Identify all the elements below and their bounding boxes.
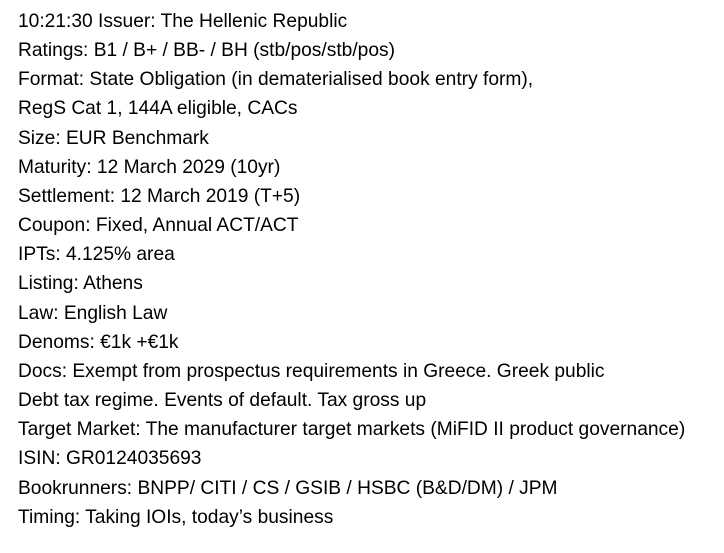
target-market-line: Target Market: The manufacturer target markets (MiFID II product governance)	[18, 419, 686, 441]
maturity-line: Maturity: 12 March 2029 (10yr)	[18, 156, 281, 178]
denoms-line: Denoms: €1k +€1k	[18, 331, 179, 353]
format-continuation-line: RegS Cat 1, 144A eligible, CACs	[18, 98, 298, 120]
listing-line: Listing: Athens	[18, 273, 143, 295]
law-line: Law: English Law	[18, 302, 168, 324]
settlement-line: Settlement: 12 March 2019 (T+5)	[18, 185, 301, 207]
format-line: Format: State Obligation (in dematerialised book entry form),	[18, 69, 534, 91]
bookrunners-line: Bookrunners: BNPP/ CITI / CS / GSIB / HSBC (B&D/DM) / JPM	[18, 477, 558, 499]
term-sheet-text	[18, 7, 718, 532]
ipts-line: IPTs: 4.125% area	[18, 244, 175, 266]
issuer-line: 10:21:30 Issuer: The Hellenic Republic	[18, 11, 348, 32]
isin-line: ISIN: GR0124035693	[18, 448, 202, 470]
size-line: Size: EUR Benchmark	[18, 127, 209, 149]
docs-line: Docs: Exempt from prospectus requirements in Greece. Greek public	[18, 360, 605, 382]
ratings-line: Ratings: B1 / B+ / BB- / BH (stb/pos/stb/pos)	[18, 40, 395, 62]
coupon-line: Coupon: Fixed, Annual ACT/ACT	[18, 215, 299, 237]
docs-continuation-line: Debt tax regime. Events of default. Tax gross up	[18, 390, 427, 412]
timing-line: Timing: Taking IOIs, today’s business	[18, 506, 334, 528]
